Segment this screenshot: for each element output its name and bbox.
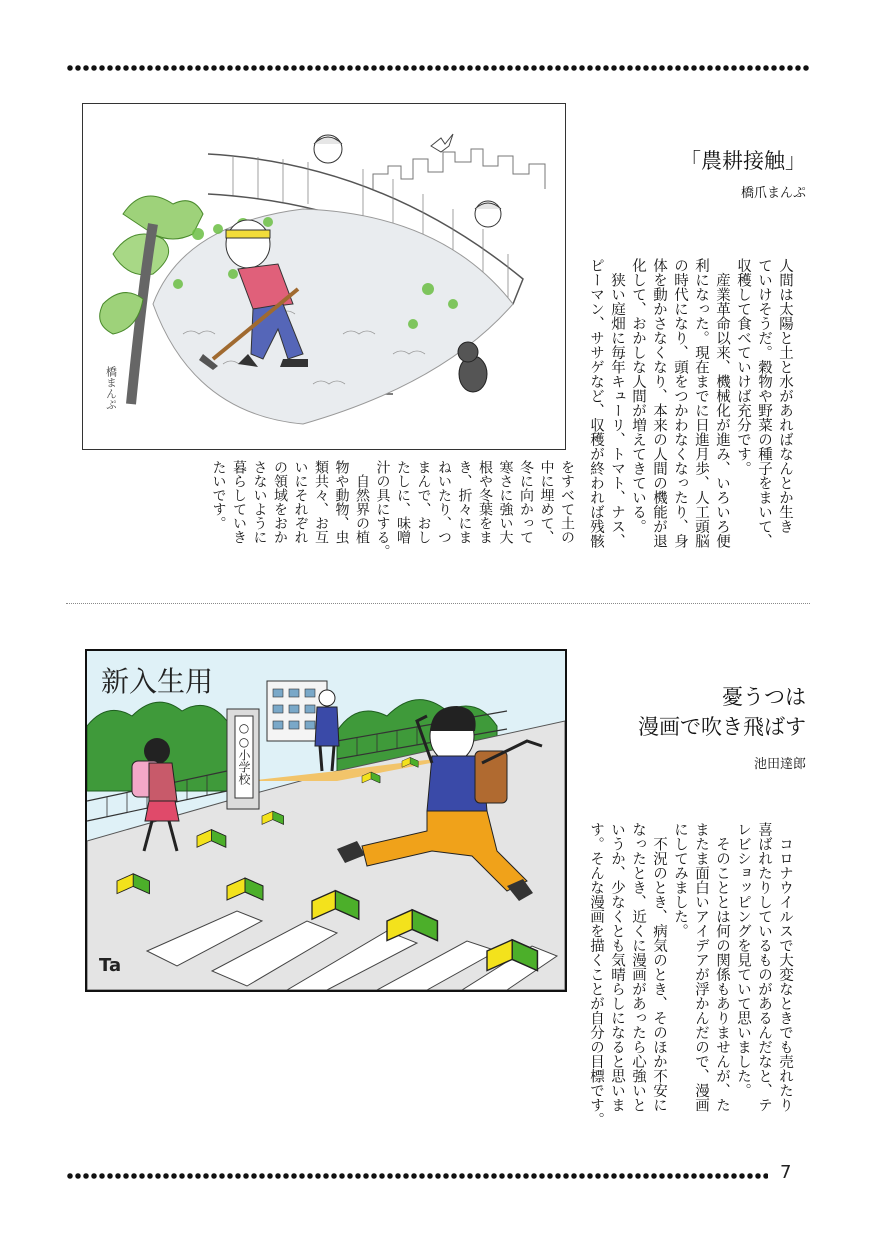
article2-title-line1: 憂うつは [722, 685, 806, 709]
farming-illustration [82, 103, 566, 450]
article1-author: 橋爪まんぷ [740, 186, 806, 201]
bottom-dotted-rule [66, 1172, 768, 1180]
article1-body-tail: をすべて土の 中に埋めて、 冬に向かって 寒さに強い大 根や冬葉をま き、折々にま ねいたり、つ まんで、おし たしに、味噌 汁の具にする。 自然界の植 物や動物、虫 類共々、お互 いにそれぞれ の領域をおか さないように 暮らしていき たいです。 [210, 460, 575, 558]
article1-title: 「農耕接触」 [680, 149, 806, 173]
article2-author: 池田達郎 [753, 757, 806, 772]
article2-title [580, 682, 806, 742]
new-students-illustration [85, 649, 567, 992]
article1-body-main: 人間は太陽と土と水があればなんとか生き ていけそうだ。穀物や野菜の種子をまいて、 収穫して食べていけば充分です。 産業革命以来、機械化が進み、いろいろ便 利になった。現在までに日進月歩、人工頭脳 の時代になり、頭をつかわなくなったり、身 体を動かさなくなり、本来の人間の機能が退 化して、おかしな人間が増えてきている。 狭い庭畑に毎年キューリ、トマト、ナス、 ピーマン、ササゲなど、収穫が終われば残骸 [588, 258, 793, 548]
illustration-signature-ta: Ta [99, 955, 122, 976]
illustration-caption: 新入生用 [101, 665, 214, 698]
article2-title-line2: 漫画で吹き飛ばす [638, 715, 806, 739]
bird-icon [431, 134, 453, 152]
top-dotted-rule [66, 64, 810, 72]
article-divider [66, 603, 810, 604]
school-sign: ○○小学校 [237, 721, 251, 785]
illustration-signature: 橋まんぷ [104, 366, 118, 410]
page-number: 7 [780, 1162, 792, 1183]
article2-body: コロナウイルスで大変なときでも売れたり 喜ばれたりしているものがあるんだなと、テ レビショッピングを見ていて思いました。 そのこととは何の関係もありませんが、た またま面白いアイデアが浮かんだので、漫画 にしてみました。 不況のとき、病気のとき、そのほか不安に なったとき、近くに漫画があったら心強いと いうか、少なくとも気晴らしになると思いま す。そんな漫画を描くことが自分の目標です。 [588, 822, 793, 1127]
